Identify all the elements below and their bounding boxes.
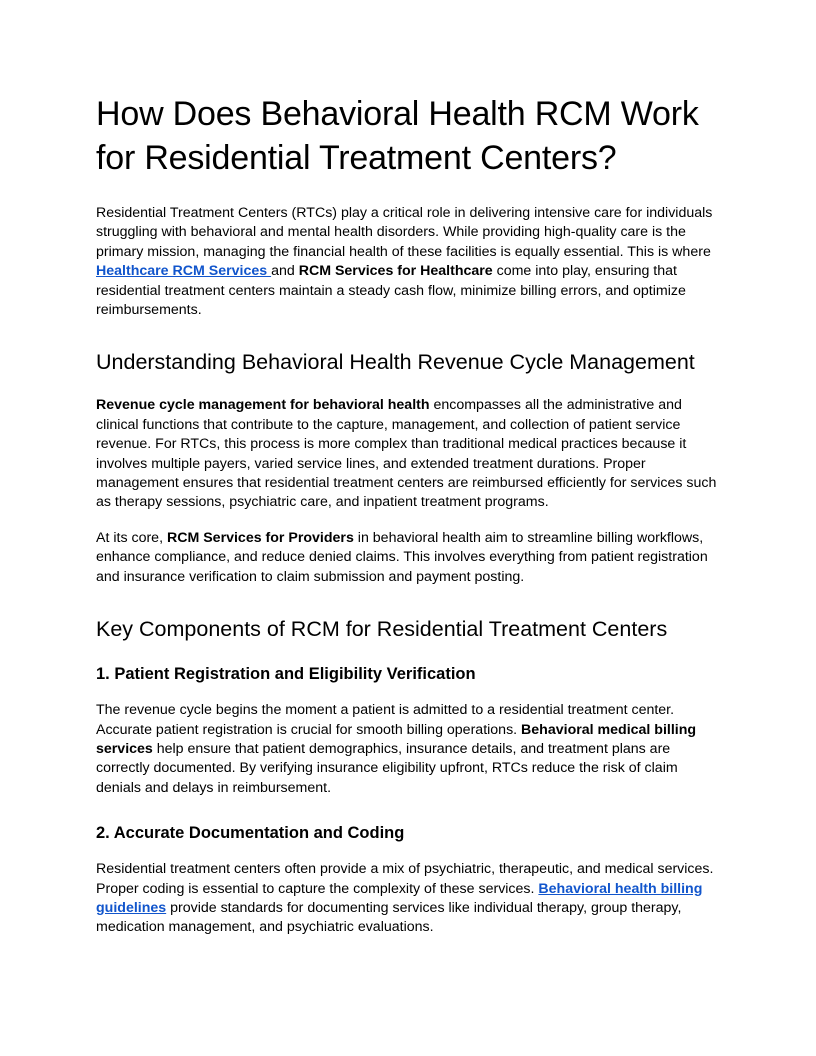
- sub1-paragraph: [96, 701, 724, 798]
- section1-paragraph-2: [96, 529, 724, 587]
- page-title: How Does Behavioral Health RCM Work for Residential Treatment Centers?: [96, 95, 699, 177]
- sub1-text-2: help ensure that patient demographics, insurance details, and treatment plans are correctly documented. By verifying insurance eligibility upfront, RTCs reduce the risk of claim denials and delays in reimbursement.: [96, 740, 678, 796]
- sub2-text-1: Residential treatment centers often provide a mix of psychiatric, therapeutic, and medical services. Proper coding is essential to capture the complexity of these services.: [96, 861, 714, 897]
- intro-text-2: and: [271, 263, 299, 280]
- healthcare-rcm-services-link[interactable]: Healthcare RCM Services: [96, 263, 272, 280]
- section-heading-understanding: Understanding Behavioral Health Revenue Cycle Management: [96, 350, 695, 375]
- section-heading-key-components: Key Components of RCM for Residential Treatment Centers: [96, 617, 668, 642]
- s1p1-bold: Revenue cycle management for behavioral health: [96, 397, 430, 414]
- intro-paragraph: [96, 204, 724, 320]
- sub2-paragraph: [96, 860, 724, 938]
- s1p2-text-2: in behavioral health aim to streamline billing workflows, enhance compliance, and reduce denied claims. This involves everything from patient registration and insurance verification to claim submission and payment posting.: [96, 529, 708, 585]
- document-page: [96, 92, 724, 954]
- s1p2-text-1: At its core,: [96, 529, 167, 546]
- sub1-bold: Behavioral medical billing services: [96, 721, 697, 757]
- subheading-patient-registration: 1. Patient Registration and Eligibility Verification: [96, 665, 476, 684]
- subheading-documentation-coding: 2. Accurate Documentation and Coding: [96, 824, 405, 843]
- intro-text-1: Residential Treatment Centers (RTCs) play a critical role in delivering intensive care for individuals struggling with behavioral and mental health disorders. While providing high-quality care is the primary mission, managing the financial health of these facilities is equally essential. This is where: [96, 205, 713, 260]
- sub2-text-2: provide standards for documenting services like individual therapy, group therapy, medication management, and psychiatric evaluations.: [96, 899, 682, 936]
- billing-guidelines-link[interactable]: Behavioral health billing guidelines: [96, 880, 703, 916]
- s1p1-text: encompasses all the administrative and clinical functions that contribute to the capture, management, and collection of patient service revenue. For RTCs, this process is more complex than traditional medical practices because it involves multiple payers, varied service lines, and extended treatment durations. Proper management ensures that residential treatment centers are reimbursed efficiently for services such as therapy sessions, psychiatric care, and inpatient treatment programs.: [96, 397, 717, 511]
- intro-bold-1: RCM Services for Healthcare: [298, 263, 493, 280]
- section1-paragraph-1: [96, 396, 724, 512]
- s1p2-bold: RCM Services for Providers: [166, 529, 354, 546]
- sub1-text-1: The revenue cycle begins the moment a patient is admitted to a residential treatment center. Accurate patient registration is crucial for smooth billing operations.: [96, 702, 675, 738]
- intro-text-3: come into play, ensuring that residential treatment centers maintain a steady cash flow, minimize billing errors, and optimize reimbursements.: [96, 263, 686, 319]
